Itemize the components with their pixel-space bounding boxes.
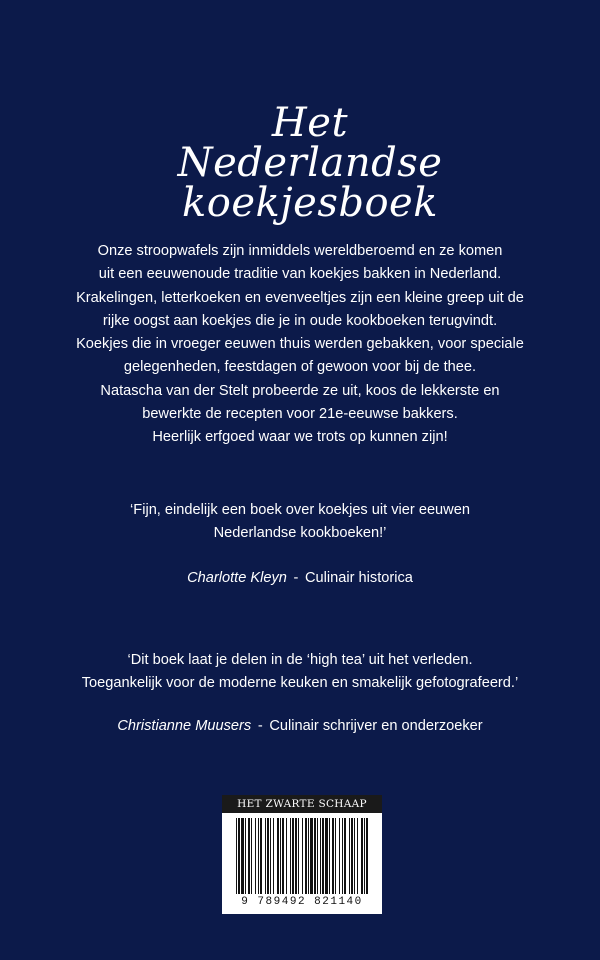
barcode-bar (251, 818, 252, 894)
barcode-bar (310, 818, 313, 894)
quote-line: Nederlandse kookboeken!’ (213, 525, 387, 542)
barcode-bar (267, 818, 269, 894)
barcode-bar (351, 818, 353, 894)
quote-line: ‘Fijn, eindelijk een boek over koekjes uit vier eeuwen (130, 502, 470, 518)
barcode-bar (357, 818, 358, 894)
barcode-bar (329, 818, 330, 894)
barcode-bar (361, 818, 363, 894)
reviewer-name: Charlotte Kleyn (187, 570, 287, 586)
barcode-bar (317, 818, 318, 894)
barcode-bar (354, 818, 355, 894)
barcode-bar (236, 818, 237, 894)
barcode-bar (342, 818, 343, 894)
barcode-bar (335, 818, 336, 894)
barcode-bar (332, 818, 334, 894)
barcode-bar (364, 818, 365, 894)
barcode-bar (277, 818, 279, 894)
blurb-line: rijke oogst aan koekjes die je in oude kookboeken terugvindt. (102, 312, 498, 329)
reviewer-role: Culinair schrijver en onderzoeker (269, 718, 483, 734)
isbn-number: 9 789492 821140 (241, 896, 363, 908)
barcode-bar (245, 818, 246, 894)
quote-line: Toegankelijk voor de moderne keuken en smakelijk gefotografeerd.’ (81, 675, 519, 692)
title-line-1: Het (271, 100, 349, 146)
title-line-2: Nederlandse (177, 140, 443, 186)
barcode-bar (302, 818, 303, 894)
attribution-separator: - (257, 718, 263, 734)
barcode-bar (290, 818, 291, 894)
publisher-name: HET ZWARTE SCHAAP (222, 795, 382, 813)
barcode-bar (349, 818, 350, 894)
reviewer-role: Culinair historica (305, 570, 413, 586)
blurb-line: Koekjes die in vroeger eeuwen thuis werden gebakken, voor speciale (76, 336, 524, 353)
barcode-bar (258, 818, 259, 894)
review-attribution-1 (20, 570, 580, 586)
attribution-separator: - (293, 570, 299, 586)
barcode-bar (308, 818, 309, 894)
review-quote-1 (20, 499, 580, 546)
barcode-bar (260, 818, 262, 894)
blurb-line: uit een eeuwenoude traditie van koekjes bakken in Nederland. (98, 266, 502, 283)
barcode-bar (286, 818, 287, 894)
barcode-bar (314, 818, 316, 894)
blurb-line: bewerkte de recepten voor 21e-eeuwse bakkers. (142, 406, 458, 423)
barcode-bar (292, 818, 294, 894)
blurb-line: Natascha van der Stelt probeerde ze uit, koos de lekkerste en (100, 382, 500, 399)
barcode-bar (325, 818, 328, 894)
quote-line: ‘Dit boek laat je delen in de ‘high tea’ uit het verleden. (127, 652, 473, 668)
barcode-bar (320, 818, 321, 894)
reviewer-name: Christianne Muusers (117, 718, 252, 734)
barcode-bar (322, 818, 324, 894)
barcode-bar (248, 818, 250, 894)
barcode-bar (238, 818, 240, 894)
barcode-bar (255, 818, 256, 894)
title-line-3: koekjesboek (182, 180, 438, 226)
barcode-bar (295, 818, 297, 894)
review-attribution-2 (20, 718, 580, 734)
blurb-line: Onze stroopwafels zijn inmiddels wereldberoemd en ze komen (97, 243, 503, 259)
blurb-text (20, 240, 580, 450)
barcode-bar (273, 818, 274, 894)
barcode-bar (282, 818, 284, 894)
barcode-bar (265, 818, 266, 894)
blurb-line: gelegenheden, feestdagen of gewoon voor bij de thee. (123, 359, 477, 376)
review-quote-2 (20, 649, 580, 696)
barcode-bar (280, 818, 281, 894)
blurb-line: Heerlijk erfgoed waar we trots op kunnen zijn! (152, 429, 448, 446)
barcode-bar (366, 818, 368, 894)
blurb-line: Krakelingen, letterkoeken en evenveeltjes zijn een kleine greep uit de (76, 289, 524, 306)
barcode-bar (270, 818, 271, 894)
barcode-bar (241, 818, 244, 894)
barcode-bar (339, 818, 340, 894)
barcode-bars (236, 818, 368, 894)
barcode-bar (298, 818, 299, 894)
barcode-bar (305, 818, 307, 894)
barcode-bar (344, 818, 346, 894)
